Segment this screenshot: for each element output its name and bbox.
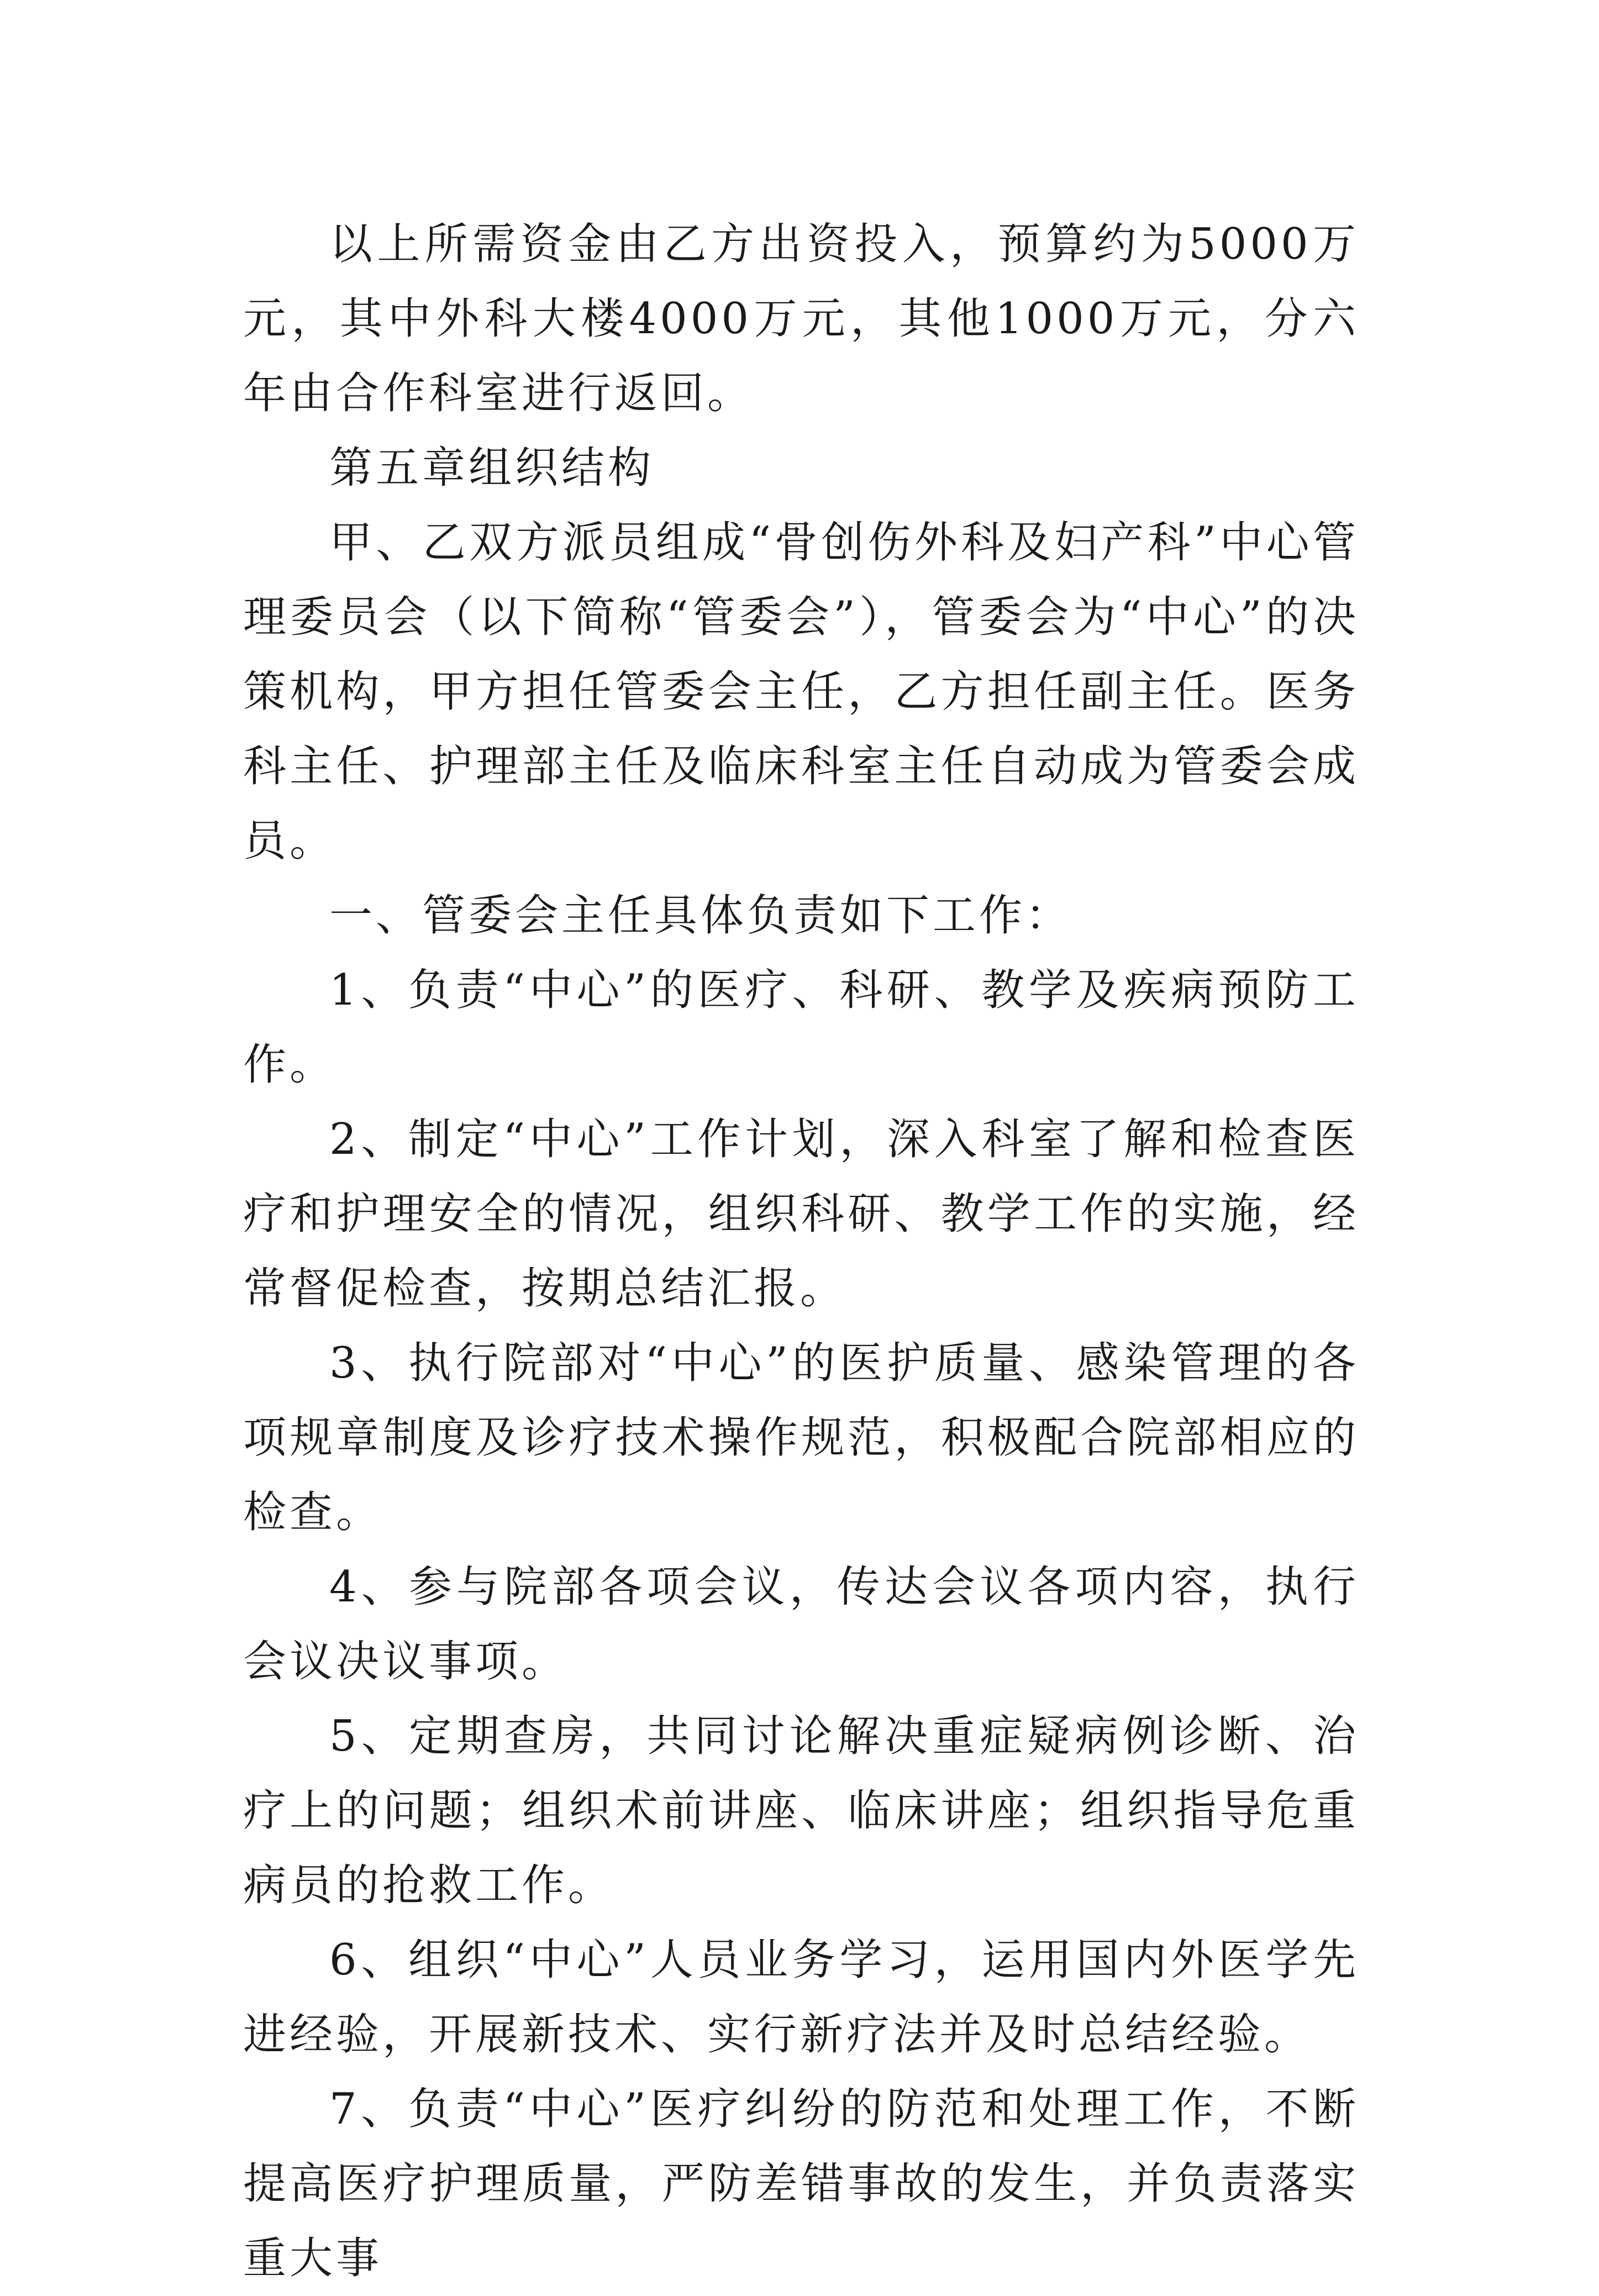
document-body [243, 207, 1359, 2296]
list-item-6: 6、组织“中心”人员业务学习，运用国内外医学先进经验，开展新技术、实行新疗法并及时总结经验。 [243, 1935, 1359, 2059]
list-item-4: 4、参与院部各项会议，传达会议各项内容，执行会议决议事项。 [243, 1562, 1359, 1686]
list-item-5: 5、定期查房，共同讨论解决重症疑病例诊断、治疗上的问题；组织术前讲座、临床讲座；组织指导危重病员的抢救工作。 [243, 1711, 1359, 1910]
list-item-1: 1、负责“中心”的医疗、科研、教学及疾病预防工作。 [243, 965, 1359, 1090]
list-item-3: 3、执行院部对“中心”的医护质量、感染管理的各项规章制度及诊疗技术操作规范，积极配合院部相应的检查。 [243, 1338, 1359, 1537]
list-item-2: 2、制定“中心”工作计划，深入科室了解和检查医疗和护理安全的情况，组织科研、教学工作的实施，经常督促检查，按期总结汇报。 [243, 1115, 1359, 1313]
list-item-7: 7、负责“中心”医疗纠纷的防范和处理工作，不断提高医疗护理质量，严防差错事故的发生，并负责落实重大事 [243, 2084, 1359, 2283]
paragraph-funding: 以上所需资金由乙方出资投入，预算约为5000万元，其中外科大楼4000万元，其他1000万元，分六年由合作科室进行返回。 [243, 219, 1359, 418]
paragraph-committee: 甲、乙双方派员组成“骨创伤外科及妇产科”中心管理委员会（以下简称“管委会”），管委会为“中心”的决策机构，甲方担任管委会主任，乙方担任副主任。医务科主任、护理部主任及临床科室主任自动成为管委会成员。 [243, 518, 1359, 866]
section-heading: 一、管委会主任具体负责如下工作： [329, 891, 1072, 941]
chapter-heading: 第五章组织结构 [329, 443, 655, 493]
